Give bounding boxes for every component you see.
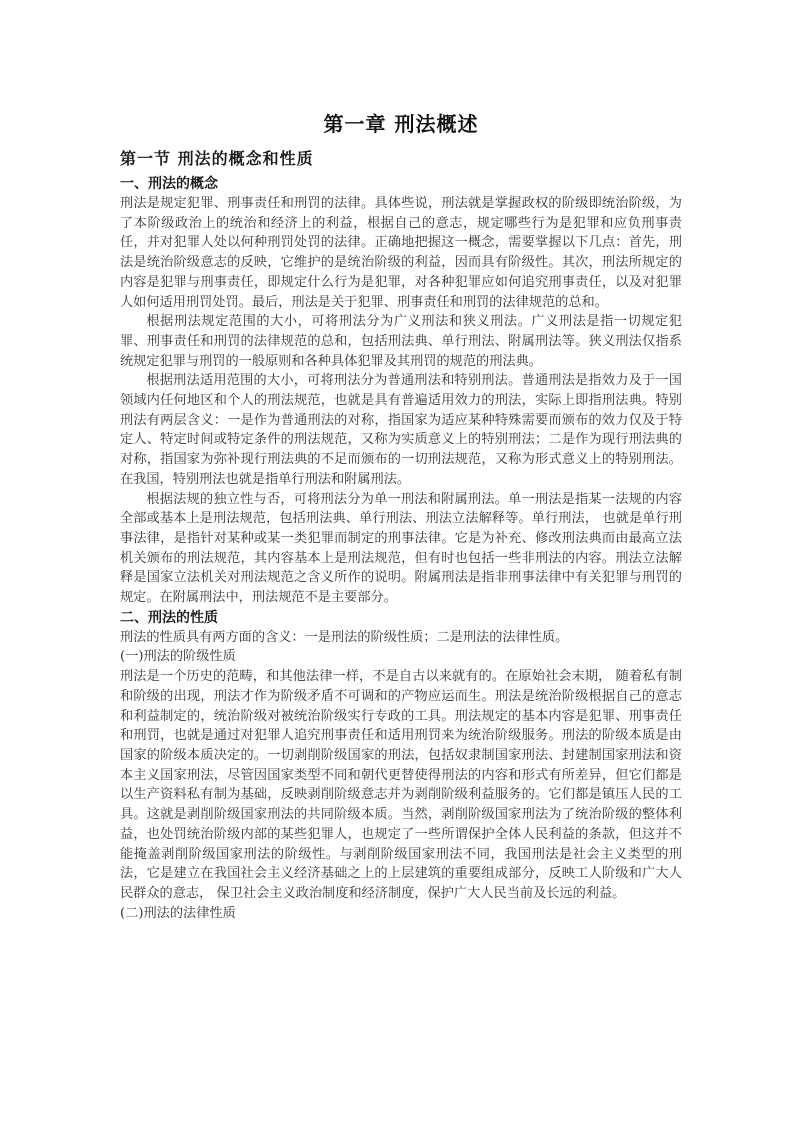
paragraph: 根据法规的独立性与否，可将刑法分为单一刑法和附属刑法。单一刑法是指某一法规的内容全部或基本上是刑法规范，包括刑法典、单行刑法、刑法立法解释等。单行刑法， 也就是单行刑事法律，是指针对某种或某一类犯罪而制定的刑事法律。它是为补充、修改刑法典而由最高立法机关颁布的刑法规范，其内容基本上是刑法规范，但有时也包括一些非刑法的内容。刑法立法解释是国家立法机关对刑法规范之含义所作的说明。附属刑法是指非刑事法律中有关犯罪与刑罚的规定。在附属刑法中，刑法规范不是主要部分。 bbox=[120, 491, 682, 606]
document-page bbox=[120, 110, 682, 923]
subsection-title-class-nature: (一)刑法的阶级性质 bbox=[120, 649, 236, 665]
section-title: 第一节 刑法的概念和性质 bbox=[120, 149, 314, 168]
paragraph: 根据刑法规定范围的大小，可将刑法分为广义刑法和狭义刑法。广义刑法是指一切规定犯罪、刑事责任和刑罚的法律规范的总和，包括刑法典、单行刑法、附属刑法等。狭义刑法仅指系统规定犯罪与刑罚的一般原则和各种具体犯罪及其刑罚的规范的刑法典。 bbox=[120, 314, 682, 369]
paragraph: 刑法是一个历史的范畴，和其他法律一样，不是自古以来就有的。在原始社会末期， 随着私有制和阶级的出现，刑法才作为阶级矛盾不可调和的产物应运而生。刑法是统治阶级根据自己的意志和利益制定的，统治阶级对被统治阶级实行专政的工具。刑法规定的基本内容是犯罪、刑事责任和刑罚，也就是通过对犯罪人追究刑事责任和适用刑罚来为统治阶级服务。刑法的阶级本质是由国家的阶级本质决定的。一切剥削阶级国家的刑法，包括奴隶制国家刑法、封建制国家刑法和资本主义国家刑法，尽管因国家类型不同和朝代更替使得刑法的内容和形式有所差异，但它们都是以生产资料私有制为基础，反映剥削阶级意志并为剥削阶级利益服务的。它们都是镇压人民的工具。这就是剥削阶级国家刑法的共同阶级本质。当然，剥削阶级国家刑法为了统治阶级的整体利益，也处罚统治阶级内部的某些犯罪人，也规定了一些所谓保护全体人民利益的条款，但这并不能掩盖剥削阶级国家刑法的阶级性。与剥削阶级国家刑法不同，我国刑法是社会主义类型的刑法，它是建立在我国社会主义经济基础之上的上层建筑的重要组成部分，反映工人阶级和广大人民群众的意志， 保卫社会主义政治制度和经济制度，保护广大人民当前及长远的利益。 bbox=[120, 669, 682, 901]
part-concept bbox=[120, 174, 682, 608]
chapter-title: 第一章 刑法概述 bbox=[323, 112, 479, 136]
part-heading-concept: 一、刑法的概念 bbox=[120, 176, 218, 192]
paragraph: 刑法是规定犯罪、刑事责任和刑罚的法律。具体些说，刑法就是掌握政权的阶级即统治阶级，为了本阶级政治上的统治和经济上的利益，根据自己的意志，规定哪些行为是犯罪和应负刑事责任，并对犯罪人处以何种刑罚处罚的法律。正确地把握这一概念，需要掌握以下几点：首先，刑法是统治阶级意志的反映，它维护的是统治阶级的利益，因而具有阶级性。其次，刑法所规定的内容是犯罪与刑事责任，即规定什么行为是犯罪，对各种犯罪应如何追究刑事责任，以及对犯罪人如何适用刑罚处罚。最后，刑法是关于犯罪、刑事责任和刑罚的法律规范的总和。 bbox=[120, 196, 682, 310]
part-nature bbox=[120, 608, 682, 924]
subsection-title-legal-nature: (二)刑法的法律性质 bbox=[120, 905, 236, 921]
paragraph: 刑法的性质具有两方面的含义：一是刑法的阶级性质；二是刑法的法律性质。 bbox=[120, 629, 569, 645]
paragraph: 根据刑法适用范围的大小，可将刑法分为普通刑法和特别刑法。普通刑法是指效力及于一国领域内任何地区和个人的刑法规范，也就是具有普遍适用效力的刑法，实际上即指刑法典。特别刑法有两层含义：一是作为普通刑法的对称，指国家为适应某种特殊需要而颁布的效力仅及于特定人、特定时间或特定条件的刑法规范，又称为实质意义上的特别刑法；二是作为现行刑法典的对称，指国家为弥补现行刑法典的不足而颁布的一切刑法规范，又称为形式意义上的特别刑法。在我国，特别刑法也就是指单行刑法和附属刑法。 bbox=[120, 373, 682, 487]
part-heading-nature: 二、刑法的性质 bbox=[120, 609, 218, 626]
